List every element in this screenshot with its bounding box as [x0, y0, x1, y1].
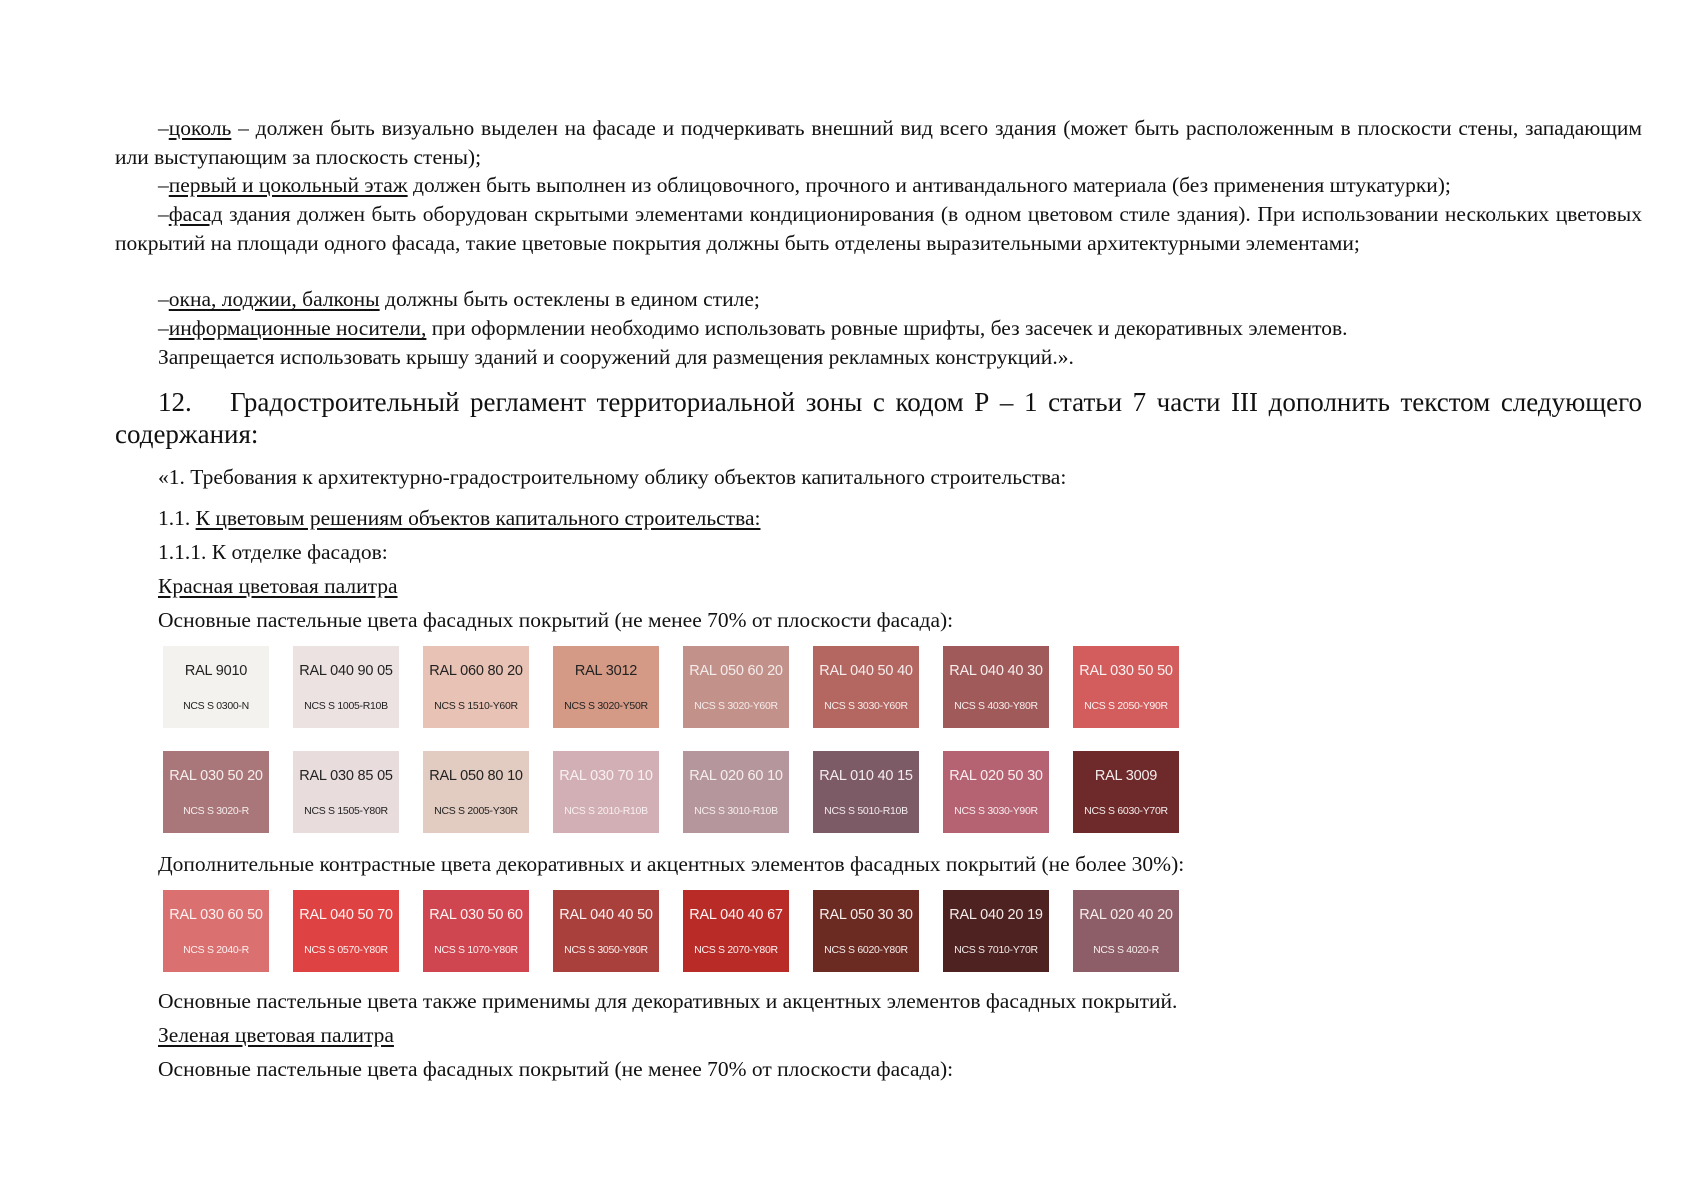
swatch-ncs-code: NCS S 1005-R10B: [304, 700, 388, 712]
color-swatch: [943, 890, 1049, 972]
subsection-color-solutions: [158, 504, 760, 532]
color-swatch: [423, 751, 529, 833]
swatch-ral-code: RAL 030 85 05: [299, 768, 393, 784]
swatch-ncs-code: NCS S 1070-Y80R: [434, 944, 518, 956]
swatch-ncs-code: NCS S 3020-R: [183, 805, 249, 817]
color-swatch: [293, 890, 399, 972]
paragraph-roof-ban: Запрещается использовать крышу зданий и сооружений для размещения рекламных конструкций.».: [158, 345, 1074, 369]
swatch-ral-code: RAL 040 90 05: [299, 663, 393, 679]
swatch-ral-code: RAL 060 80 20: [429, 663, 523, 679]
color-swatch: [1073, 890, 1179, 972]
color-swatch: [943, 646, 1049, 728]
swatch-ral-code: RAL 050 60 20: [689, 663, 783, 679]
subsection-facade-finish: 1.1.1. К отделке фасадов:: [158, 540, 388, 564]
swatch-ncs-code: NCS S 5010-R10B: [824, 805, 908, 817]
swatch-ncs-code: NCS S 6020-Y80R: [824, 944, 908, 956]
list-dash: –: [158, 287, 169, 311]
color-swatch: [553, 751, 659, 833]
swatch-ral-code: RAL 040 40 67: [689, 907, 783, 923]
section-heading-text: Градостроительный регламент территориальной зоны с кодом Р – 1 статьи 7 части III дополнить текстом следующего содержания:: [115, 387, 1642, 449]
term-facade: фасад: [168, 202, 223, 226]
term-info-carriers: информационные носители,: [168, 316, 427, 340]
list-dash: –: [158, 173, 169, 197]
paragraph-facade: [115, 200, 1642, 257]
paragraph-text: должен быть выполнен из облицовочного, прочного и антивандального материала (без применения штукатурки);: [407, 173, 1451, 197]
color-swatch: [813, 890, 919, 972]
swatch-ncs-code: NCS S 3020-Y60R: [694, 700, 778, 712]
swatch-ral-code: RAL 040 50 40: [819, 663, 913, 679]
paragraph-text: должны быть остеклены в едином стиле;: [379, 287, 760, 311]
swatch-ncs-code: NCS S 2050-Y90R: [1084, 700, 1168, 712]
swatch-ral-code: RAL 030 50 20: [169, 768, 263, 784]
term-plinth: цоколь: [168, 116, 232, 140]
paragraph-windows: [115, 285, 1642, 314]
swatch-ncs-code: NCS S 4030-Y80R: [954, 700, 1038, 712]
extra-colors-label: Дополнительные контрастные цвета декоративных и акцентных элементов фасадных покрытий (не более 30%):: [158, 852, 1185, 876]
green-palette-heading: Зеленая цветовая палитра: [158, 1023, 394, 1047]
paragraph-text: – должен быть визуально выделен на фасаде и подчеркивать внешний вид всего здания (может быть расположенным в плоскости стены, западающим или выступающим за плоскость стены);: [115, 116, 1642, 169]
color-swatch: [683, 890, 789, 972]
list-dash: –: [158, 202, 169, 226]
swatch-ral-code: RAL 040 40 50: [559, 907, 653, 923]
color-swatch: [553, 890, 659, 972]
subsection-title: К цветовым решениям объектов капитального строительства:: [195, 506, 761, 530]
color-swatch: [163, 751, 269, 833]
swatch-ncs-code: NCS S 0570-Y80R: [304, 944, 388, 956]
paragraph-text: при оформлении необходимо использовать ровные шрифты, без засечек и декоративных элементов.: [426, 316, 1348, 340]
swatch-ncs-code: NCS S 7010-Y70R: [954, 944, 1038, 956]
paragraph-text: здания должен быть оборудован скрытыми элементами кондиционирования (в одном цветовом стиле здания). При использовании нескольких цветовых покрытий на площади одного фасада, такие цветовые покрытия должны быть отделены выразительными архитектурными элементами;: [115, 202, 1642, 255]
swatch-ncs-code: NCS S 1505-Y80R: [304, 805, 388, 817]
color-swatch: [813, 646, 919, 728]
swatch-ral-code: RAL 040 50 70: [299, 907, 393, 923]
main-colors-label-green: Основные пастельные цвета фасадных покрытий (не менее 70% от плоскости фасада):: [158, 1057, 954, 1081]
swatch-ncs-code: NCS S 0300-N: [183, 700, 249, 712]
color-swatch: [163, 890, 269, 972]
section-heading: [115, 386, 1642, 450]
color-swatch: [423, 890, 529, 972]
swatch-ncs-code: NCS S 4020-R: [1093, 944, 1159, 956]
color-swatch: [813, 751, 919, 833]
subsection-number: 1.1.: [158, 506, 196, 530]
swatch-ncs-code: NCS S 1510-Y60R: [434, 700, 518, 712]
swatch-ral-code: RAL 040 40 30: [949, 663, 1043, 679]
section-number: 12.: [158, 387, 192, 417]
swatch-ral-code: RAL 020 40 20: [1079, 907, 1173, 923]
swatch-ral-code: RAL 030 50 50: [1079, 663, 1173, 679]
color-swatch: [553, 646, 659, 728]
main-colors-label: Основные пастельные цвета фасадных покрытий (не менее 70% от плоскости фасада):: [158, 608, 954, 632]
color-swatch: [1073, 646, 1179, 728]
swatch-ral-code: RAL 050 30 30: [819, 907, 913, 923]
swatch-ncs-code: NCS S 2040-R: [183, 944, 249, 956]
swatch-ral-code: RAL 3009: [1094, 768, 1158, 784]
color-swatch: [163, 646, 269, 728]
swatch-ncs-code: NCS S 3030-Y90R: [954, 805, 1038, 817]
swatch-ral-code: RAL 050 80 10: [429, 768, 523, 784]
swatch-ral-code: RAL 020 60 10: [689, 768, 783, 784]
swatch-ncs-code: NCS S 2070-Y80R: [694, 944, 778, 956]
color-swatch: [1073, 751, 1179, 833]
color-swatch: [293, 751, 399, 833]
swatch-ncs-code: NCS S 3020-Y50R: [564, 700, 648, 712]
also-applicable-note: Основные пастельные цвета также применимы для декоративных и акцентных элементов фасадных покрытий.: [158, 989, 1178, 1013]
red-palette-heading: Красная цветовая палитра: [158, 574, 398, 598]
swatch-ral-code: RAL 030 60 50: [169, 907, 263, 923]
paragraph-plinth: [115, 114, 1642, 171]
swatch-ral-code: RAL 010 40 15: [819, 768, 913, 784]
list-dash: –: [158, 116, 169, 140]
swatch-ral-code: RAL 020 50 30: [949, 768, 1043, 784]
color-swatch: [683, 646, 789, 728]
swatch-ncs-code: NCS S 3030-Y60R: [824, 700, 908, 712]
swatch-ral-code: RAL 9010: [184, 663, 248, 679]
color-swatch: [943, 751, 1049, 833]
swatch-ral-code: RAL 030 70 10: [559, 768, 653, 784]
swatch-ncs-code: NCS S 3050-Y80R: [564, 944, 648, 956]
color-swatch: [293, 646, 399, 728]
swatch-ral-code: RAL 030 50 60: [429, 907, 523, 923]
list-dash: –: [158, 316, 169, 340]
swatch-ral-code: RAL 040 20 19: [949, 907, 1043, 923]
paragraph-ground-floor: [115, 171, 1642, 200]
term-ground-floor: первый и цокольный этаж: [168, 173, 408, 197]
swatch-ral-code: RAL 3012: [574, 663, 638, 679]
color-swatch: [423, 646, 529, 728]
swatch-ncs-code: NCS S 6030-Y70R: [1084, 805, 1168, 817]
swatch-ncs-code: NCS S 2005-Y30R: [434, 805, 518, 817]
color-swatch: [683, 751, 789, 833]
paragraph-info-carriers: [115, 314, 1642, 343]
term-windows: окна, лоджии, балконы: [168, 287, 380, 311]
swatch-ncs-code: NCS S 2010-R10B: [564, 805, 648, 817]
requirements-intro: «1. Требования к архитектурно-градостроительному облику объектов капитального строительства:: [158, 465, 1067, 489]
swatch-ncs-code: NCS S 3010-R10B: [694, 805, 778, 817]
